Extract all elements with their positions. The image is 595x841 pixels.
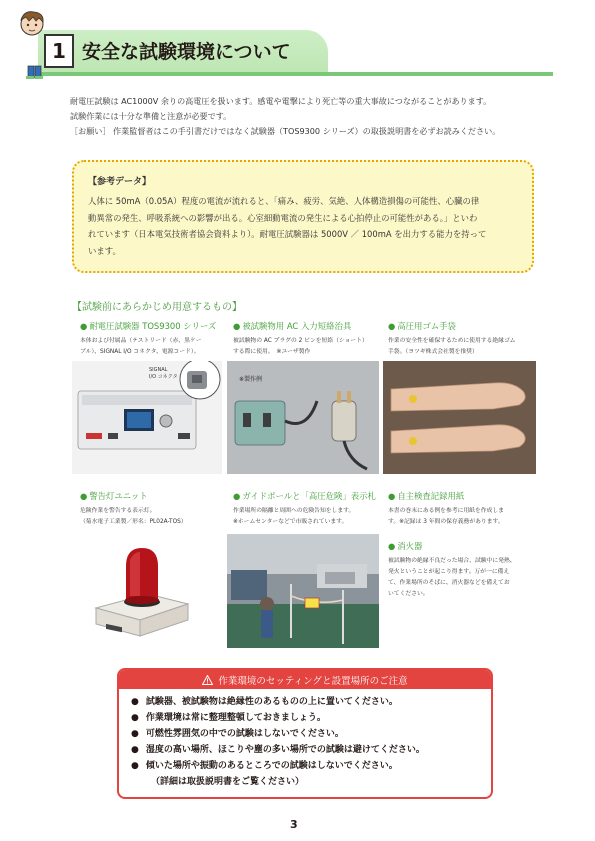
short-jig-photo (227, 361, 379, 474)
caution-item: ● 傾いた場所や振動のあるところでの試験はしないでください。 (131, 761, 398, 771)
caution-list (119, 689, 491, 790)
item-desc-line: ブル）、SIGNAL I/O コネクタ、電源コード）。 (80, 349, 200, 355)
bullet-icon: ● (388, 321, 396, 331)
gloves-photo (383, 361, 536, 474)
bullet-icon: ● (388, 541, 396, 551)
prep-item-short-jig (233, 320, 383, 358)
bullet-icon: ● (131, 697, 139, 707)
prep-item-tester (80, 320, 230, 358)
item-desc-line: ※ホームセンターなどで市販されています。 (233, 519, 348, 525)
item-title: 高圧用ゴム手袋 (397, 321, 456, 331)
chapter-number-box: 1 (44, 34, 74, 68)
item-title: ガイドポールと「高圧危険」表示札 (242, 491, 376, 501)
item-desc-line: 作業の安全性を確保するために使用する絶縁ゴム (388, 338, 516, 344)
bullet-icon: ● (80, 321, 88, 331)
item-desc-line: （菊水電子工業製／形名：PL02A-TOS） (80, 519, 187, 525)
prep-item-gloves (388, 320, 538, 358)
reference-title: 【参考データ】 (88, 177, 152, 187)
io-connector-label: I/O コネクタ (149, 374, 178, 380)
caution-box (117, 668, 493, 799)
prep-item-inspection-sheet (388, 490, 543, 528)
caution-note: （詳細は取扱説明書をご覧ください） (151, 777, 305, 787)
item-title: 消火器 (397, 541, 423, 551)
item-desc-line: す。※記録は 3 年間の保存義務があります。 (388, 519, 504, 525)
prep-item-guide-poles (233, 490, 383, 528)
item-desc-line: 本体および付属品（テストリード（赤、黒ケー (80, 338, 202, 344)
prep-item-fire-extinguisher (388, 540, 543, 600)
reference-line: います。 (88, 245, 121, 256)
prep-item-warning-lamp (80, 490, 230, 528)
caution-item: ● 湿度の高い場所、ほこりや塵の多い場所での試験は避けてください。 (131, 745, 425, 755)
item-desc-line: て、作業場所のそばに、消火器などを備えてお (388, 580, 510, 586)
bullet-icon: ● (233, 321, 241, 331)
reference-data-box (72, 160, 534, 273)
intro-line: 耐電圧試験は AC1000V 余りの高電圧を扱います。感電や電撃により死亡等の重大事故につながることがあります。 (70, 96, 492, 106)
item-desc-line: 発火ということが起こり得ます。万が一に備え (388, 569, 510, 575)
caution-item: ● 試験器、被試験物は絶縁性のあるものの上に置いてください。 (131, 697, 398, 707)
signal-label: SIGNAL (149, 367, 168, 373)
caution-item: ● 可燃性雰囲気の中での試験はしないでください。 (131, 729, 344, 739)
item-desc-line: 被試験物の絶縁不良だった場合、試験中に発熱、 (388, 558, 516, 564)
intro-line: 試験作業には十分な準備と注意が必要です。 (70, 111, 232, 121)
guide-poles-photo (227, 534, 379, 648)
warning-lamp-photo (88, 536, 198, 646)
bullet-icon: ● (233, 491, 241, 501)
bullet-icon: ● (388, 491, 396, 501)
item-title: 自主検査記録用紙 (397, 491, 465, 501)
intro-line: ［お願い］ 作業監督者はこの手引書だけではなく試験器（TOS9300 シリーズ）の取扱説明書を必ずお読みください。 (70, 126, 501, 136)
prep-section-heading: 【試験前にあらかじめ用意するもの】 (72, 302, 242, 313)
tester-photo (72, 361, 222, 474)
page-title: 安全な試験環境について (82, 41, 291, 63)
item-title: 耐電圧試験器 TOS9300 シリーズ (89, 321, 217, 331)
item-title: 被試験物用 AC 入力短絡治具 (242, 321, 352, 331)
item-desc-line: 手袋。（ヨツギ株式会社製を推奨） (388, 349, 478, 355)
page-header (0, 0, 595, 90)
caution-item: ● 作業環境は常に整理整頓しておきましょう。 (131, 713, 326, 723)
caution-title: 作業環境のセッティングと設置場所のご注意 (218, 675, 408, 687)
page-number: 3 (290, 818, 298, 831)
caution-header (119, 670, 491, 689)
item-desc-line: 本書の巻末にある例を参考に用紙を作成しま (388, 508, 504, 514)
bullet-icon: ● (80, 491, 88, 501)
item-desc-line: する際に使用。 ※ユーザ製作 (233, 349, 311, 355)
bullet-icon: ● (131, 729, 139, 739)
warning-icon (202, 675, 213, 685)
item-desc-line: 被試験物の AC プラグの 2 ピンを短絡（ショート） (233, 338, 368, 344)
bullet-icon: ● (131, 713, 139, 723)
sample-label: ※製作例 (239, 376, 263, 383)
item-desc-line: いてください。 (388, 591, 429, 597)
reference-text (88, 193, 518, 259)
item-desc-line: 作業場所の隔離と周囲への危険告知をします。 (233, 508, 355, 514)
reference-line: 人体に 50mA（0.05A）程度の電流が流れると、「痛み、疲労、気絶、人体構造損傷の可能性、心臓の律 (88, 196, 480, 206)
header-underline (38, 72, 553, 76)
reference-line: 動異常の発生、呼吸系統への影響が出る。心室細動電流の発生による心拍停止の可能性がある。」といわ (88, 212, 478, 223)
intro-text (70, 94, 560, 139)
reference-line: れています（日本電気技術者協会資料より）。耐電圧試験器は 5000V ／ 100mA を出力する能力を持って (88, 229, 487, 239)
item-title: 警告灯ユニット (89, 491, 148, 501)
item-desc-line: 危険作業を警告する表示灯。 (80, 508, 156, 514)
bullet-icon: ● (131, 745, 139, 755)
bullet-icon: ● (131, 761, 139, 771)
